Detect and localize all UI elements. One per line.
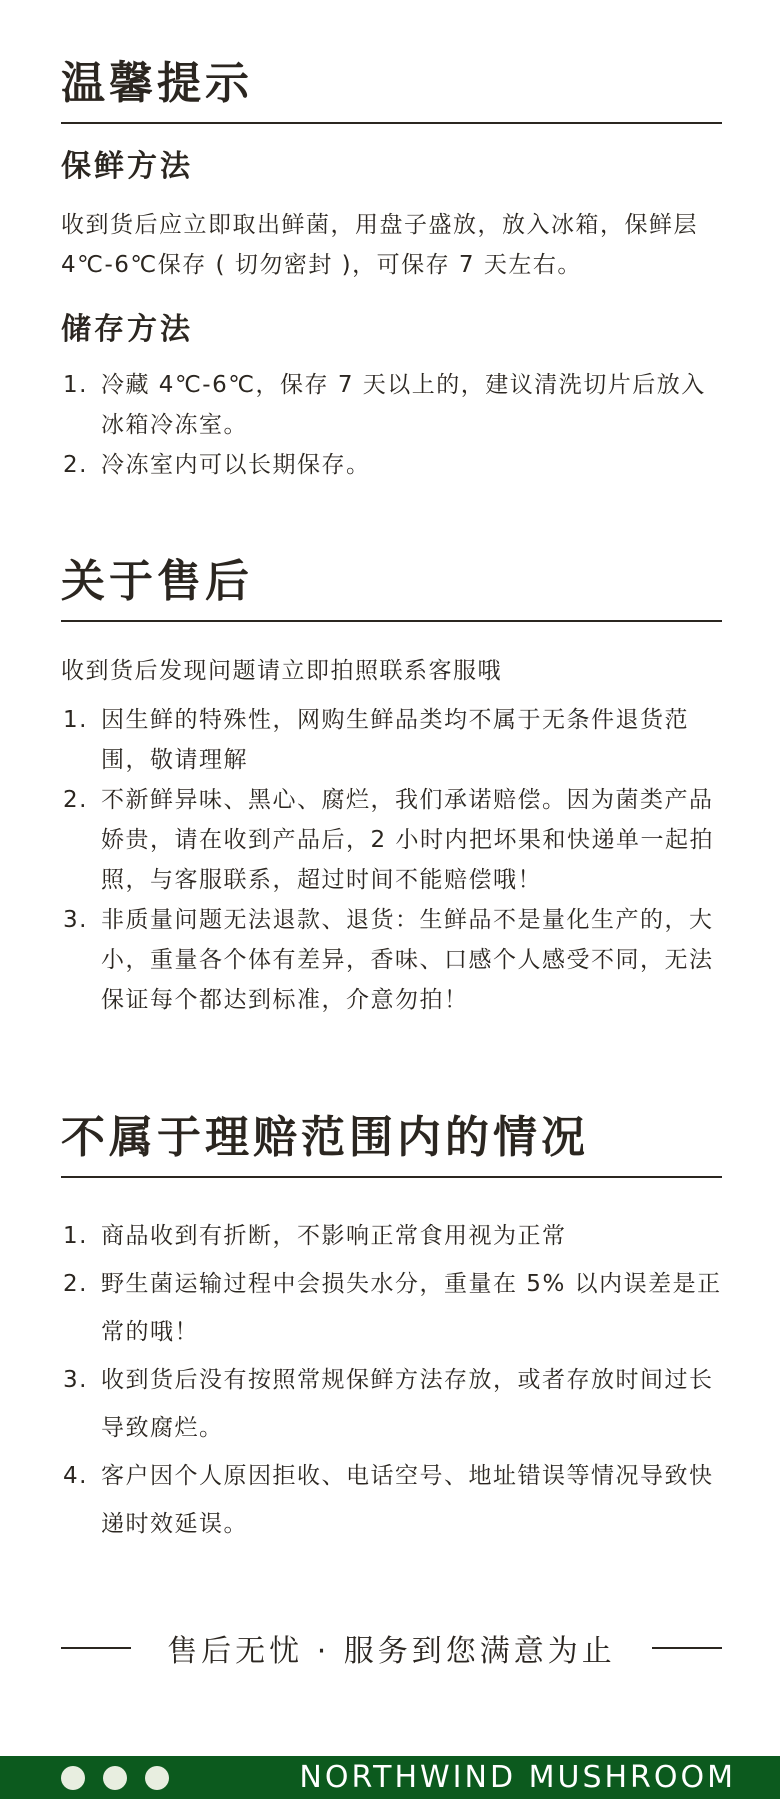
tips-section (61, 58, 722, 109)
list-item (61, 1212, 722, 1260)
list-item-number: 3. (63, 1367, 88, 1393)
list-item-number: 2. (63, 787, 88, 813)
list-item (61, 445, 722, 485)
list-item-text: 冷藏 4℃-6℃，保存 7 天以上的，建议清洗切片后放入冰箱冷冻室。 (101, 372, 706, 438)
fresh-method-body (61, 205, 722, 285)
after-sales-rule (61, 620, 722, 622)
list-item (61, 1260, 722, 1356)
tips-rule (61, 122, 722, 124)
dot-icon (103, 1766, 127, 1790)
list-item-text: 收到货后没有按照常规保鲜方法存放，或者存放时间过长导致腐烂。 (101, 1367, 714, 1441)
after-sales-intro-wrap (61, 651, 722, 691)
list-item-text: 不新鲜异味、黑心、腐烂，我们承诺赔偿。因为菌类产品娇贵，请在收到产品后，2 小时内把坏果和快递单一起拍照，与客服联系，超过时间不能赔偿哦！ (101, 787, 714, 893)
list-item-number: 1. (63, 1223, 88, 1249)
footer-brand: NORTHWIND MUSHROOM (299, 1760, 736, 1795)
list-item (61, 365, 722, 445)
storage-list-wrap (61, 365, 722, 485)
list-item-number: 2. (63, 1271, 88, 1297)
list-item (61, 1452, 722, 1548)
footer-dots (61, 1766, 169, 1790)
exclusions-title: 不属于理赔范围内的情况 (61, 1112, 589, 1163)
list-item-number: 4. (63, 1463, 88, 1489)
list-item-text: 野生菌运输过程中会损失水分，重量在 5% 以内误差是正常的哦！ (101, 1271, 722, 1345)
after-sales-list (61, 700, 722, 1020)
fresh-method (61, 149, 722, 184)
list-item (61, 1356, 722, 1452)
list-item-number: 1. (63, 707, 88, 733)
after-sales-section (61, 556, 722, 607)
list-item (61, 780, 722, 900)
storage-method (61, 312, 722, 347)
exclusions-section (61, 1112, 722, 1163)
list-item-text: 因生鲜的特殊性，网购生鲜品类均不属于无条件退货范围，敬请理解 (101, 707, 689, 773)
footer-bar (0, 1756, 780, 1799)
slogan-text: 售后无忧 · 服务到您满意为止 (167, 1634, 616, 1669)
dot-icon (145, 1766, 169, 1790)
after-sales-list-wrap (61, 700, 722, 1020)
list-item-number: 3. (63, 907, 88, 933)
dot-icon (61, 1766, 85, 1790)
exclusions-list (61, 1212, 722, 1548)
exclusions-list-wrap (61, 1212, 722, 1548)
after-sales-title: 关于售后 (61, 556, 253, 607)
after-sales-intro: 收到货后发现问题请立即拍照联系客服哦 (61, 658, 502, 684)
list-item (61, 900, 722, 1020)
list-item-text: 商品收到有折断，不影响正常食用视为正常 (101, 1223, 567, 1249)
list-item (61, 700, 722, 780)
storage-method-title: 储存方法 (61, 312, 193, 347)
list-item-number: 1. (63, 372, 88, 398)
list-item-text: 非质量问题无法退款、退货：生鲜品不是量化生产的，大小，重量各个体有差异，香味、口感个人感受不同，无法保证每个都达到标准，介意勿拍！ (101, 907, 714, 1013)
slogan-divider-right (652, 1647, 722, 1649)
list-item-text: 客户因个人原因拒收、电话空号、地址错误等情况导致快递时效延误。 (101, 1463, 714, 1537)
list-item-text: 冷冻室内可以长期保存。 (101, 452, 371, 478)
tips-title: 温馨提示 (61, 58, 253, 109)
fresh-method-title: 保鲜方法 (61, 149, 193, 184)
slogan-row (61, 1628, 722, 1668)
list-item-number: 2. (63, 452, 88, 478)
exclusions-rule (61, 1176, 722, 1178)
fresh-method-text: 收到货后应立即取出鲜菌，用盘子盛放，放入冰箱，保鲜层 4℃-6℃保存 ( 切勿密封 )，可保存 7 天左右。 (61, 212, 698, 278)
slogan-divider-left (61, 1647, 131, 1649)
storage-list (61, 365, 722, 485)
